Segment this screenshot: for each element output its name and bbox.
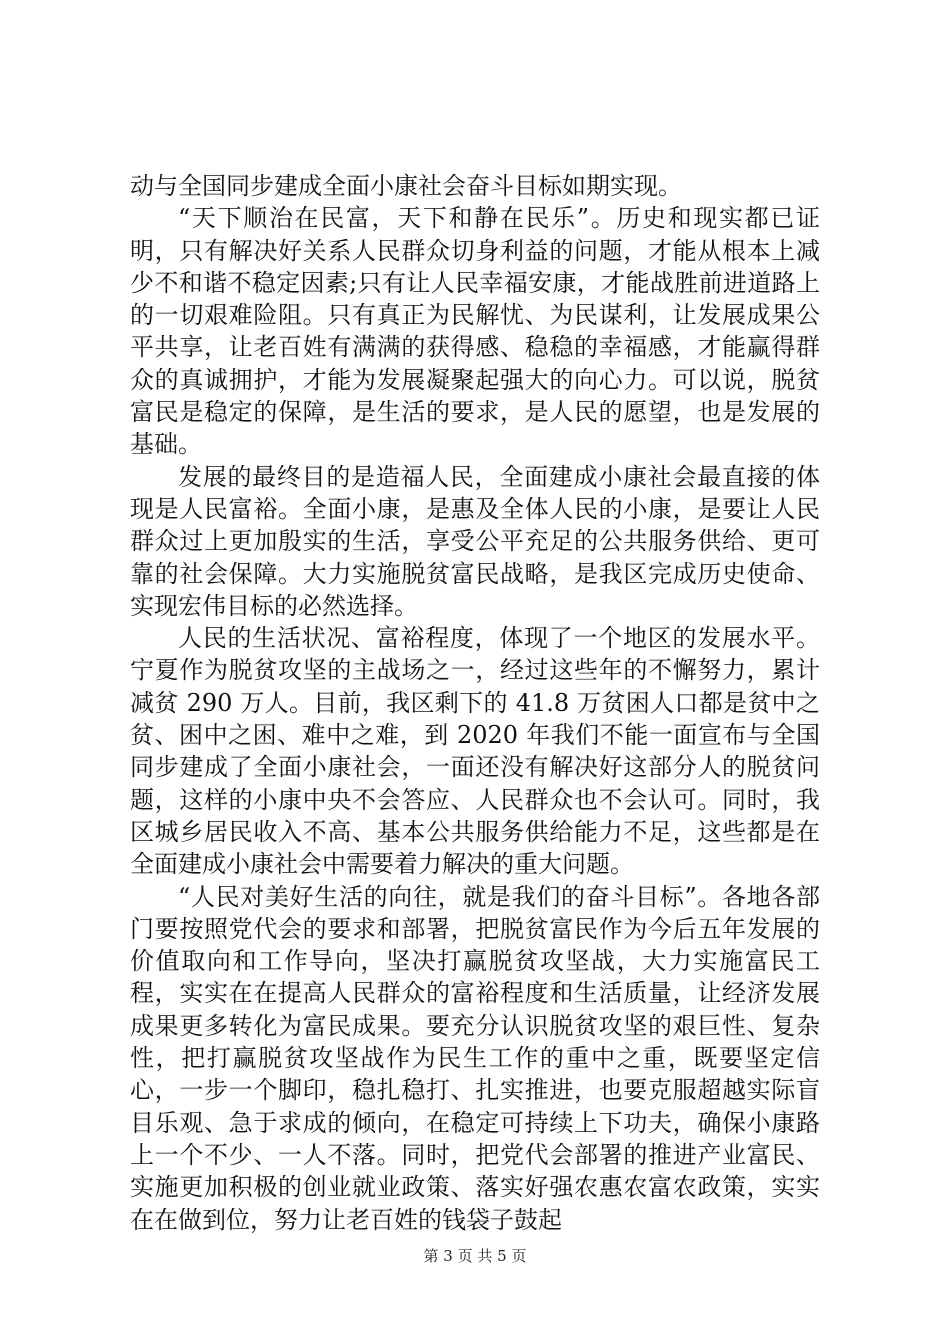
paragraph-3: 发展的最终目的是造福人民，全面建成小康社会最直接的体现是人民富裕。全面小康，是惠及全体人民的小康，是要让人民群众过上更加殷实的生活，享受公平充足的公共服务供给、更可靠的社会保障。大力实施脱贫富民战略，是我区完成历史使命、实现宏伟目标的必然选择。 [130,462,820,620]
paragraph-2: “天下顺治在民富，天下和静在民乐”。历史和现实都已证明，只有解决好关系人民群众切身利益的问题，才能从根本上减少不和谐不稳定因素;只有让人民幸福安康，才能战胜前进道路上的一切艰难险阻。只有真正为民解忧、为民谋利，让发展成果公平共享，让老百姓有满满的获得感、稳稳的幸福感，才能赢得群众的真诚拥护，才能为发展凝聚起强大的向心力。可以说，脱贫富民是稳定的保障，是生活的要求，是人民的愿望，也是发展的基础。 [130,204,820,459]
paragraph-1: 动与全国同步建成全面小康社会奋斗目标如期实现。 [130,172,682,200]
paragraph-5: “人民对美好生活的向往，就是我们的奋斗目标”。各地各部门要按照党代会的要求和部署，把脱贫富民作为今后五年发展的价值取向和工作导向，坚决打赢脱贫攻坚战，大力实施富民工程，实实在在提高人民群众的富裕程度和生活质量，让经济发展成果更多转化为富民成果。要充分认识脱贫攻坚的艰巨性、复杂性，把打赢脱贫攻坚战作为民生工作的重中之重，既要坚定信心，一步一个脚印，稳扎稳打、扎实推进，也要克服超越实际盲目乐观、急于求成的倾向，在稳定可持续上下功夫，确保小康路上一个不少、一人不落。同时，把党代会部署的推进产业富民、实施更加积极的创业就业政策、落实好强农惠农富农政策，实实在在做到位，努力让老百姓的钱袋子鼓起 [130,882,820,1234]
paragraph-4: 人民的生活状况、富裕程度，体现了一个地区的发展水平。宁夏作为脱贫攻坚的主战场之一，经过这些年的不懈努力，累计减贫 290 万人。目前，我区剩下的 41.8 万贫困人口都是贫中之贫、困中之困、难中之难，到 2020 年我们不能一面宣布与全国同步建成了全面小康社会，一面还没有解决好这部分人的脱贫问题，这样的小康中央不会答应、人民群众也不会认可。同时，我区城乡居民收入不高、基本公共服务供给能力不足，这些都是在全面建成小康社会中需要着力解决的重大问题。 [130,624,820,879]
page-footer: 第 3 页 共 5 页 [423,1247,527,1265]
document-body [130,170,820,1236]
